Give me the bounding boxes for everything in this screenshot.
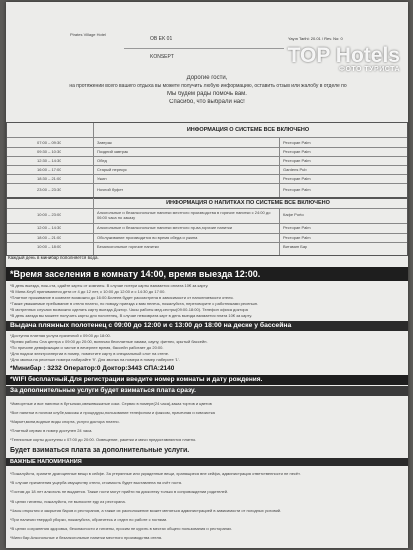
checkin-lines xyxy=(10,283,404,319)
meal-place: Ресторан Palm xyxy=(283,149,311,154)
meal-name: Завтрак xyxy=(97,140,112,145)
checkin-line: *В день заезда вы можете получить карты для полотенец. В случае невозврата карт в день выезда взимается плата 10€ за карту. xyxy=(10,313,253,318)
drinks-title: ИНФОРМАЦИЯ О НАПИТКАХ ПО СИСТЕМЕ ВСЕ ВКЛЮЧЕНО xyxy=(166,200,330,206)
row-divider xyxy=(7,174,407,175)
meal-time: 23:00 – 23:30 xyxy=(37,187,62,192)
towels-line: *По причине девяфикации и чистке в вечернее время, бассейн работает до 20:00. xyxy=(10,345,164,350)
all-inclusive-table xyxy=(6,122,408,199)
meal-place: Gardens Pub xyxy=(283,167,307,172)
row-divider xyxy=(7,147,407,148)
meal-time: 07:00 – 09:30 xyxy=(37,140,62,145)
header-divider xyxy=(124,48,284,49)
meal-name: Ужин xyxy=(97,176,107,181)
paid-service-line: *Импортные и все напитки в бутылках,свежевыжатые соки. Сервис в номере(24 часа),заказ тортов и цветов xyxy=(10,401,212,406)
note-line: *Гостям до 18 лет алкоголь не выдается. Также гости могут прийти на дискотеку только в сопровождении родителей. xyxy=(10,489,229,495)
row-divider xyxy=(7,137,407,138)
checkin-line: *В день выезда, пож-ста, сдайте карты от комнаты. В случае потери карты взимается оплата 10€ за карту. xyxy=(10,283,209,288)
meal-place: Ресторан Palm xyxy=(283,140,311,145)
paid-service-line: *Маркет,мини,водные виды спорта, услуги доктора платно. xyxy=(10,419,120,424)
hotel-logo: Pirates Village Hotel xyxy=(70,32,106,37)
drink-time: 18:00 – 21:00 xyxy=(37,235,62,240)
watermark: TOP Hotels ФОТО ТУРИСТА xyxy=(287,44,400,73)
drink-time: 10:00 – 23:00 xyxy=(37,212,62,217)
paid-services-bar: За дополнительные услуги будет взиматься плата сразу. xyxy=(6,386,408,396)
row-divider xyxy=(7,183,407,184)
paid-services-lines xyxy=(10,399,404,444)
meal-place: Ресторан Palm xyxy=(283,158,311,163)
checkin-line: *В Мини-Клуб принимаются дети от 4 до 12 лет, с 10:00 до 12:00 и с 14:30 до 17:00. xyxy=(10,289,166,294)
greeting-line-3: Мы будем рады помочь вам. xyxy=(167,91,247,97)
minibar-water-note: Каждый день в минибар пополняется вода. xyxy=(8,255,99,260)
drink-desc: Алкогольные и безалкогольные напитки местного производства в горячие напитки с 24:00 до 06:00 часа по заказу xyxy=(97,210,271,220)
row-divider xyxy=(7,165,407,166)
drink-desc: Безалкогольные горячие напитки xyxy=(97,244,159,249)
concept-document xyxy=(6,2,408,548)
meal-time: 18:30 – 21:00 xyxy=(37,176,62,181)
towels-line: *Время работы Спа центра с 09:00 до 20:00, включая бесплатные хамам, сауну, фитнес, крытый бассейн. xyxy=(10,339,208,344)
note-line: *В целях сохранения здоровья, безопасности и гигиены, просим не курить в местах общего пользования и ресторанах. xyxy=(10,526,233,532)
drink-place: Кафе Porto xyxy=(283,212,304,217)
meal-name: Ночной буфет xyxy=(97,187,124,192)
checkin-line: *Платное проживание в комнате возможно до 16:00.Билеев будет рассмотрена в зависимости от наполняемости отеля. xyxy=(10,295,234,300)
drinks-table xyxy=(6,197,408,256)
important-notes-lines xyxy=(10,469,404,543)
row-divider xyxy=(7,233,407,234)
row-divider xyxy=(7,223,407,224)
meal-time: 16:00 – 17:00 xyxy=(37,167,62,172)
checkin-bar: *Время заселения в комнату 14:00, время выезда 12:00. xyxy=(6,267,408,281)
meal-place: Ресторан Palm xyxy=(283,187,311,192)
towels-line: *Для звонка на ресепшн номера набирайте '9'. Для звонка на номера в номер наберите '1'. xyxy=(10,357,180,362)
greeting-line-4: Спасибо, что выбрали нас! xyxy=(169,99,245,105)
note-line: *Мини бар:Алкогольные и безалкогольные напитки местного производства отеля. xyxy=(10,535,163,541)
col-divider xyxy=(279,137,280,198)
all-inclusive-title: ИНФОРМАЦИЯ О СИСТЕМЕ ВСЕ ВКЛЮЧЕНО xyxy=(186,127,310,133)
paid-service-line: *Платный сервис в номер доступен 24 часа. xyxy=(10,428,93,433)
row-divider xyxy=(7,208,407,209)
extra-services-title: Будет взиматься плата за дополнительные услуги. xyxy=(10,447,190,454)
meal-name: Старый перекус xyxy=(97,167,127,172)
drink-place: Ресторан Palm xyxy=(283,235,311,240)
meal-name: Обед xyxy=(97,158,107,163)
meal-place: Ресторан Palm xyxy=(283,176,311,181)
towels-lines xyxy=(10,333,404,363)
drink-desc: Алкогольные и безалкогольные напитки местного пр-ва,горячие напитки xyxy=(97,225,232,230)
meal-time: 09:30 – 10:30 xyxy=(37,149,62,154)
checkin-line: *В мотренных случаях возможно сделать карту выезда Доктор. Часы работы мед.сестры(09:00-18:00). Телефон офиса доктора xyxy=(10,307,248,312)
towels-line: *Доступна платная услуга прачечной с 09:00 до 18:00. xyxy=(10,333,111,338)
row-divider xyxy=(7,156,407,157)
doc-title: KONSEPT xyxy=(150,54,174,60)
meal-name: Поздний завтрак xyxy=(97,149,129,154)
towels-line: *Для подачи электроэнергии в номер, поместите карту в специальный слот на стене. xyxy=(10,351,170,356)
drink-place: Ресторан Palm xyxy=(283,225,311,230)
greeting-line-1: Дорогие гости, xyxy=(186,75,228,81)
wifi-bar: *WIFI бесплатный.Для регистрации введите номер комнаты и дату рождения. xyxy=(6,375,408,385)
important-notes-bar: ВАЖНЫЕ НАПОМИНАНИЯ xyxy=(6,458,408,466)
paid-service-line: *Все напитки в ночном клубе,массаж и процедуры,пользование телефоном и факсом, прачечная и химчистка xyxy=(10,410,215,415)
checkin-line: *Также уважаемые пребывание в отеля платно, по поводу приезда к вам нелечь, пожалуйста, переговорите с работниками ресепшн. xyxy=(10,301,259,306)
greeting-line-2: на протяжении всего вашего отдыха вы можете получить любую информацию, оставить отзыв или жалобу в отделе по xyxy=(69,83,347,89)
row-divider xyxy=(7,242,407,243)
note-line: *В целях гигиены, пожалуйста, не выносите еду из ресторана. xyxy=(10,498,126,504)
phone-numbers: *Минибар : 3232 Оператор:0 Доктор:3443 СПА:2140 xyxy=(10,365,175,372)
col-divider xyxy=(93,198,94,255)
note-line: *В случае причинения ущерба имуществу отеля, стоимость будет выставлена на счёт гостя. xyxy=(10,480,183,486)
note-line: *При наличии твердой уборки, пожалуйста, обратитесь и отдел по работе с гостями. xyxy=(10,517,168,523)
note-line: *Часы открытия и закрытия баров и ресторанов, а также их расположение может меняться администрацией в зависимости от погодных условий. xyxy=(10,507,282,513)
note-line: *Пожалуйста, храните драгоценные вещи в сейфе. За утерянные или украденные вещи, хранящиеся вне сейфа, администрация ответственности не несёт. xyxy=(10,471,301,476)
paid-service-line: *Теннисные корты доступны с 07:00 до 20:00. Освещение, ракетки и мячи предоставляются платно. xyxy=(10,437,197,442)
drink-place: Витамин Бар xyxy=(283,244,308,249)
meal-time: 12:30 – 14:30 xyxy=(37,158,62,163)
col-divider xyxy=(93,123,94,198)
drink-time: 12:00 – 14:30 xyxy=(37,225,62,230)
towels-bar: Выдача пляжных полотенец с 09:00 до 12:00 и с 13:00 до 18:00 на деске у бассейна xyxy=(6,321,408,331)
top-right-info: Yayın Tarihi: 20.01 / Rev. No: 0 xyxy=(288,36,343,41)
drink-desc: Обслуживание производится во время обеда и ужина xyxy=(97,235,198,240)
drink-time: 10:00 – 18:00 xyxy=(37,244,62,249)
doc-id: ÖB EK 01 xyxy=(150,36,173,42)
col-divider xyxy=(279,208,280,255)
